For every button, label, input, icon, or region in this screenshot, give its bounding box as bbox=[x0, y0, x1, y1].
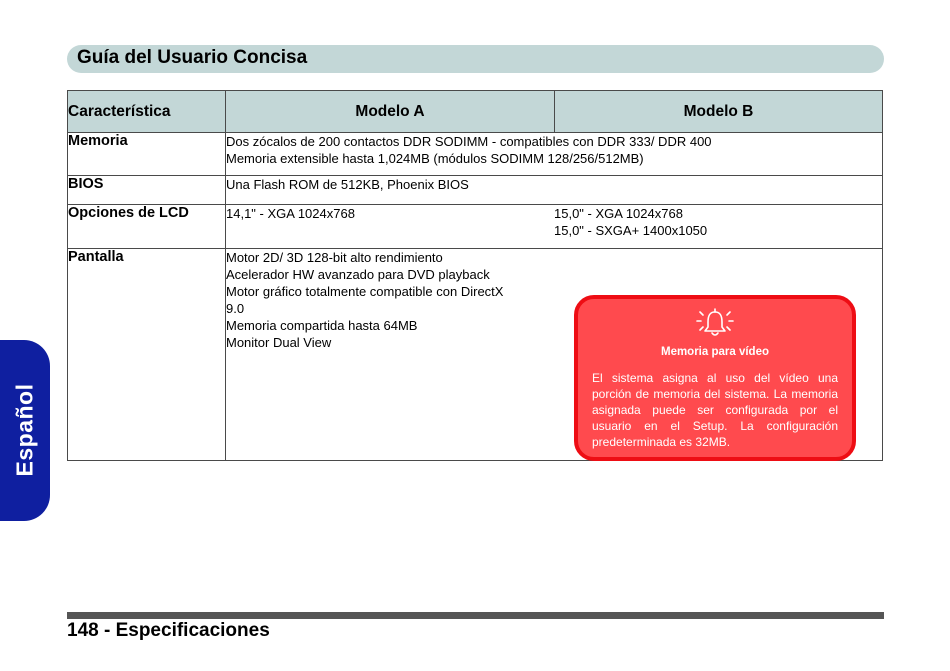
lcd-model-a-line: 14,1" - XGA 1024x768 bbox=[226, 206, 355, 221]
table-row bbox=[68, 176, 883, 205]
table-header-row bbox=[68, 91, 883, 133]
header-model-b: Modelo B bbox=[555, 91, 883, 133]
pantalla-line: 9.0 bbox=[226, 301, 245, 316]
lcd-model-b bbox=[554, 205, 707, 239]
row-value-bios bbox=[226, 176, 883, 205]
pantalla-line: Memoria compartida hasta 64MB bbox=[226, 318, 418, 333]
header-bar bbox=[67, 45, 884, 73]
note-title: Memoria para vídeo bbox=[660, 346, 769, 358]
memoria-line: Memoria extensible hasta 1,024MB (módulos SODIMM 128/256/512MB) bbox=[226, 151, 644, 166]
video-memory-note bbox=[574, 295, 856, 461]
language-side-tab bbox=[0, 340, 50, 521]
footer-rule bbox=[67, 612, 884, 619]
header-feature: Característica bbox=[68, 91, 226, 133]
pantalla-line: Monitor Dual View bbox=[226, 335, 332, 350]
pantalla-line: Motor 2D/ 3D 128-bit alto rendimiento bbox=[226, 250, 443, 265]
page-footer: 148 - Especificaciones bbox=[67, 620, 270, 641]
row-label-lcd: Opciones de LCD bbox=[68, 205, 226, 249]
note-body: El sistema asigna al uso del vídeo una porción de memoria del sistema. La memoria asignada puede ser configurada por el usuario en el Setup. La configuración predeterminada es 32MB. bbox=[592, 371, 838, 449]
row-value-memoria bbox=[226, 133, 883, 176]
lcd-model-b-line: 15,0" - XGA 1024x768 bbox=[554, 206, 683, 221]
memoria-line: Dos zócalos de 200 contactos DDR SODIMM - compatibles con DDR 333/ DDR 400 bbox=[226, 134, 712, 149]
pantalla-line: Acelerador HW avanzado para DVD playback bbox=[226, 267, 490, 282]
row-label-bios: BIOS bbox=[68, 176, 226, 205]
lcd-model-b-line: 15,0" - SXGA+ 1400x1050 bbox=[554, 223, 708, 238]
language-tab-label: Español bbox=[11, 383, 38, 477]
row-value-lcd bbox=[226, 205, 883, 249]
pantalla-line: Motor gráfico totalmente compatible con DirectX bbox=[226, 284, 504, 299]
table-row bbox=[68, 205, 883, 249]
header-model-a: Modelo A bbox=[226, 91, 555, 133]
bell-alert-icon bbox=[695, 307, 735, 344]
table-row bbox=[68, 133, 883, 176]
bios-line: Una Flash ROM de 512KB, Phoenix BIOS bbox=[226, 177, 469, 192]
page-title: Guía del Usuario Concisa bbox=[77, 47, 308, 68]
row-label-memoria: Memoria bbox=[68, 133, 226, 176]
row-label-pantalla: Pantalla bbox=[68, 249, 226, 461]
